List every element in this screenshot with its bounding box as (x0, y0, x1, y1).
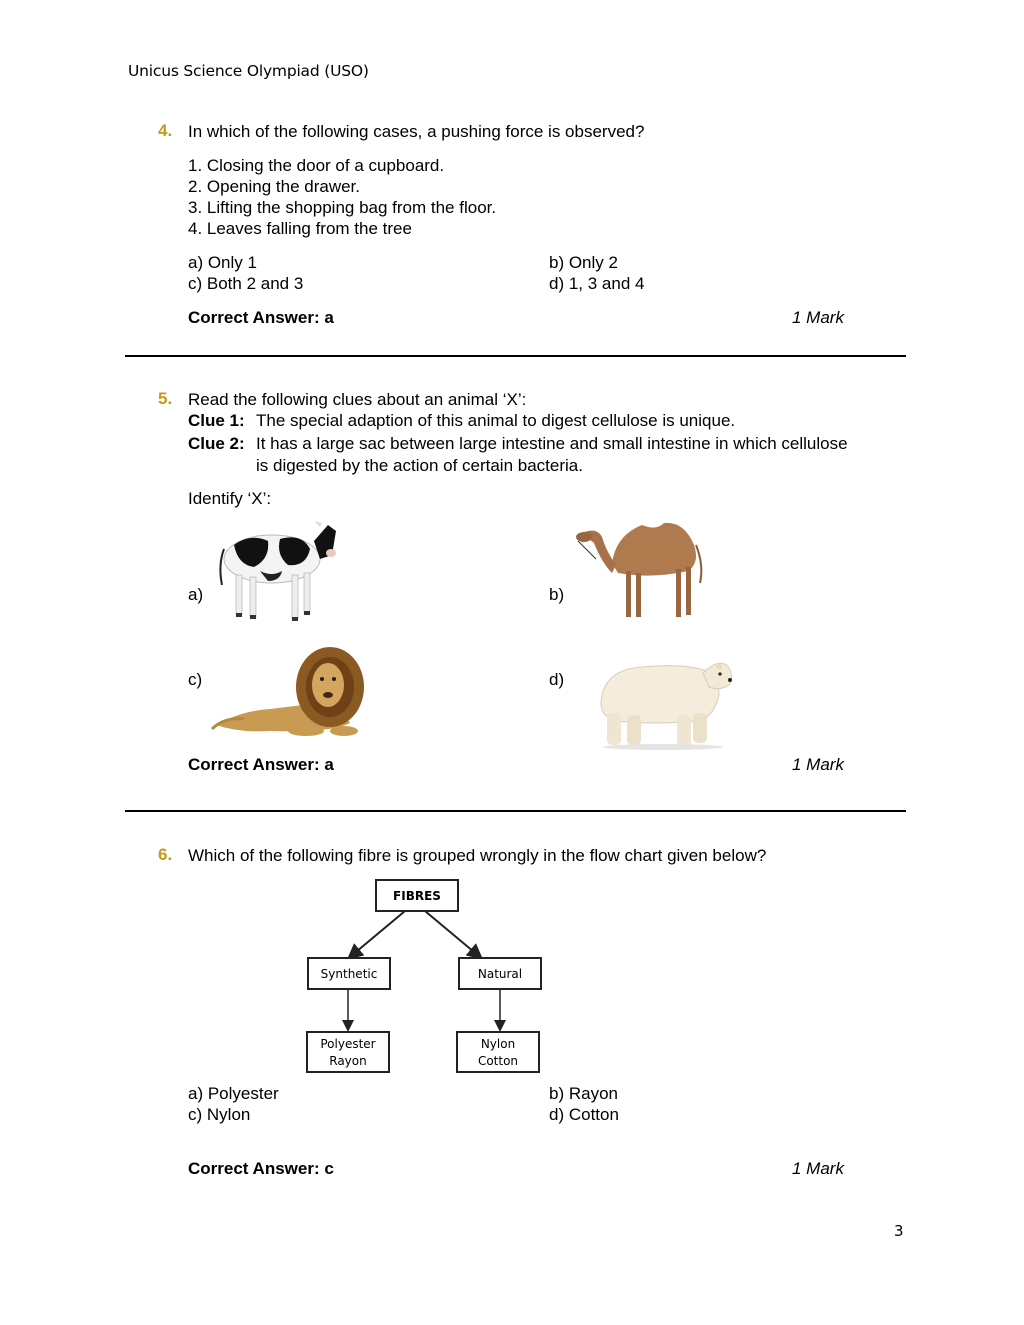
flowchart-arrow (425, 911, 480, 957)
option-b: b) Rayon (549, 1084, 618, 1103)
correct-answer: Correct Answer: a (188, 755, 334, 774)
option-d: d) Cotton (549, 1105, 619, 1124)
flowchart-natural-child-label: Cotton (477, 1054, 519, 1068)
statement-item: 2. Opening the drawer. (188, 177, 361, 196)
flowchart-synthetic-child-label: Polyester (320, 1037, 376, 1051)
flowchart-synthetic-child-label: Rayon (329, 1054, 367, 1068)
page-header: Unicus Science Olympiad (USO) (128, 62, 369, 80)
clue-text: It has a large sac between large intestine and small intestine in which cellulose (256, 434, 848, 453)
section-divider (125, 810, 906, 812)
question-number: 6. (158, 845, 173, 864)
camel-image (572, 515, 708, 627)
option-c: c) Both 2 and 3 (188, 274, 304, 293)
option-d-label: d) (549, 670, 565, 689)
statement-item: 3. Lifting the shopping bag from the floor. (188, 198, 497, 217)
lion-image (210, 643, 366, 737)
marks-label: 1 Mark (792, 755, 844, 774)
option-b: b) Only 2 (549, 253, 618, 272)
flowchart-natural-label: Natural (477, 967, 523, 981)
question-text: Which of the following fibre is grouped wrongly in the flow chart given below? (188, 846, 767, 865)
cow-image (210, 515, 338, 627)
section-divider (125, 355, 906, 357)
option-a-label: a) (188, 585, 204, 604)
option-d: d) 1, 3 and 4 (549, 274, 645, 293)
clue-text: The special adaption of this animal to digest cellulose is unique. (256, 411, 736, 430)
marks-label: 1 Mark (792, 1159, 844, 1178)
question-number: 5. (158, 389, 173, 408)
question-text: In which of the following cases, a pushing force is observed? (188, 122, 645, 141)
option-c: c) Nylon (188, 1105, 251, 1124)
identify-prompt: Identify ‘X’: (188, 489, 272, 508)
statement-item: 1. Closing the door of a cupboard. (188, 156, 445, 175)
statement-item: 4. Leaves falling from the tree (188, 219, 412, 238)
marks-label: 1 Mark (792, 308, 844, 327)
correct-answer: Correct Answer: a (188, 308, 334, 327)
flowchart-synthetic-label: Synthetic (320, 967, 378, 981)
option-c-label: c) (188, 670, 203, 689)
fibres-flowchart (300, 875, 550, 1080)
clue-label: Clue 1: (188, 411, 245, 430)
flowchart-natural-child-label: Nylon (480, 1037, 516, 1051)
option-b-label: b) (549, 585, 565, 604)
option-a: a) Polyester (188, 1084, 279, 1103)
clue-label: Clue 2: (188, 434, 245, 453)
page-number: 3 (894, 1222, 904, 1240)
question-text: Read the following clues about an animal ‘X’: (188, 390, 527, 409)
question-number: 4. (158, 121, 173, 140)
flowchart-root-label: FIBRES (393, 889, 441, 903)
polar-bear-image (593, 655, 735, 751)
clue-text: is digested by the action of certain bacteria. (256, 456, 583, 475)
correct-answer: Correct Answer: c (188, 1159, 334, 1178)
flowchart-arrow (350, 911, 405, 957)
option-a: a) Only 1 (188, 253, 257, 272)
